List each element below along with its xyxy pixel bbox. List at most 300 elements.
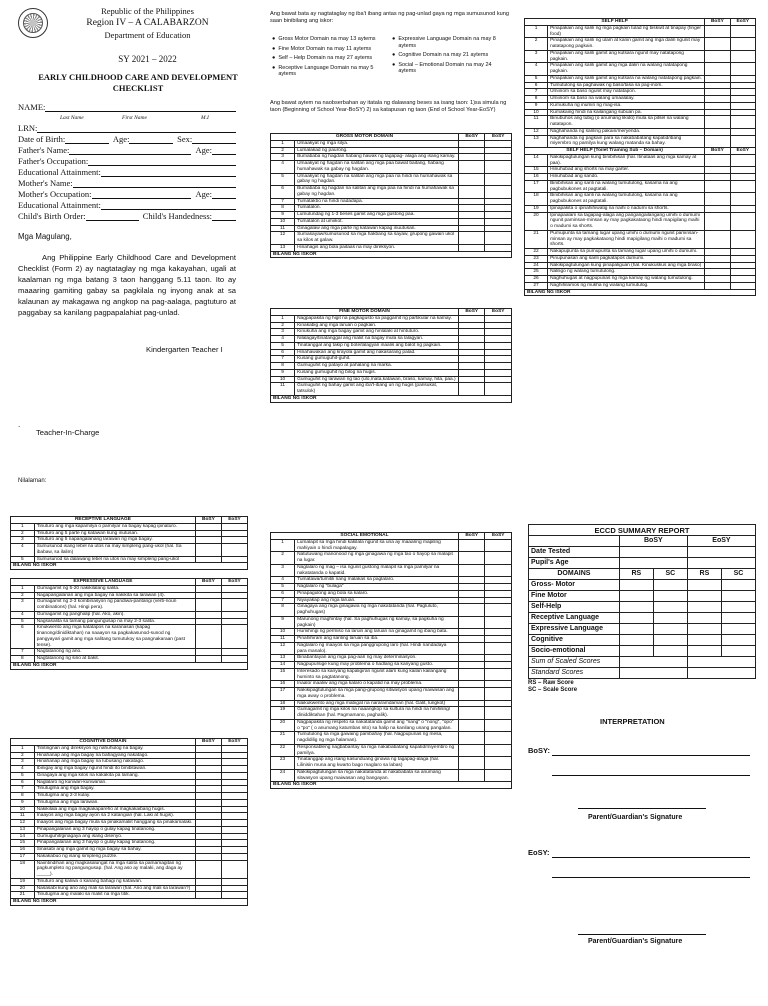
bosy-checkbox[interactable]: [195, 878, 221, 885]
rs-cell[interactable]: [619, 613, 653, 624]
bosy-checkbox[interactable]: [195, 820, 221, 827]
bosy-checkbox[interactable]: [705, 212, 730, 230]
father-occupation-field[interactable]: Father's Occupation:: [18, 156, 236, 166]
eosy-checkbox[interactable]: [485, 218, 512, 225]
bosy-checkbox[interactable]: [458, 349, 485, 356]
eosy-checkbox[interactable]: [485, 198, 512, 205]
eosy-checkbox[interactable]: [221, 585, 247, 592]
standard-bosy[interactable]: [619, 668, 687, 679]
eosy-checkbox[interactable]: [730, 128, 755, 135]
bosy-checkbox[interactable]: [195, 806, 221, 813]
bosy-checkbox[interactable]: [195, 585, 221, 592]
bosy-checkbox[interactable]: [458, 315, 485, 322]
rs-cell[interactable]: [687, 624, 721, 635]
eosy-checkbox[interactable]: [730, 212, 755, 230]
self-help-sub-eosy-head: EoSY: [730, 148, 755, 155]
bosy-checkbox[interactable]: [458, 636, 485, 643]
item-number: 19: [525, 205, 548, 212]
eosy-checkbox[interactable]: [485, 757, 512, 770]
eosy-checkbox[interactable]: [485, 173, 512, 186]
bosy-checkbox[interactable]: [195, 793, 221, 800]
bosy-checkbox[interactable]: [195, 779, 221, 786]
bosy-checkbox[interactable]: [458, 198, 485, 205]
bosy-checkbox[interactable]: [195, 826, 221, 833]
sc-cell[interactable]: [721, 613, 755, 624]
bosy-checkbox[interactable]: [705, 75, 730, 82]
bosy-checkbox[interactable]: [458, 769, 485, 782]
bosy-signature-line[interactable]: [578, 808, 706, 809]
eosy-checkbox[interactable]: [485, 329, 512, 336]
father-name-field[interactable]: Father's Name: Age:: [18, 145, 236, 155]
eosy-checkbox[interactable]: [221, 826, 247, 833]
eosy-checkbox[interactable]: [730, 193, 755, 206]
bosy-checkbox[interactable]: [458, 707, 485, 720]
bosy-checkbox[interactable]: [458, 744, 485, 757]
eosy-checkbox[interactable]: [730, 282, 755, 289]
rs-cell[interactable]: [687, 635, 721, 646]
bosy-checkbox[interactable]: [458, 681, 485, 688]
cognitive-title: COGNITIVE DOMAIN: [11, 739, 196, 746]
bosy-checkbox[interactable]: [195, 544, 221, 557]
bosy-checkbox[interactable]: [705, 230, 730, 248]
bosy-checkbox[interactable]: [195, 860, 221, 878]
bosy-checkbox[interactable]: [705, 135, 730, 148]
eosy-checkbox[interactable]: [221, 523, 247, 530]
item-text: Hinahawakan ang krayola gamit ang nakasarang palad.: [295, 349, 459, 356]
eosy-checkbox[interactable]: [221, 649, 247, 656]
bosy-checkbox[interactable]: [195, 813, 221, 820]
dob-field[interactable]: Date of Birth: Age: Sex:: [18, 134, 236, 144]
bosy-checkbox[interactable]: [458, 244, 485, 251]
bosy-checkbox[interactable]: [458, 604, 485, 617]
eosy-checkbox[interactable]: [221, 772, 247, 779]
sc-cell[interactable]: [653, 580, 687, 591]
bosy-checkbox[interactable]: [705, 109, 730, 116]
eosy-checkbox[interactable]: [485, 205, 512, 212]
bosy-checkbox[interactable]: [705, 255, 730, 262]
item-text: Pinapangalanan ang 3 hayop o gulay kapag tinatanong.: [34, 826, 195, 833]
item-number: 13: [271, 655, 295, 662]
eosy-checkbox[interactable]: [485, 636, 512, 643]
eosy-checkbox[interactable]: [221, 840, 247, 847]
bosy-checkbox[interactable]: [458, 700, 485, 707]
eosy-checkbox[interactable]: [221, 820, 247, 827]
eosy-checkbox[interactable]: [485, 564, 512, 577]
bosy-checkbox[interactable]: [705, 269, 730, 276]
table-row: [271, 590, 512, 597]
item-text: Pinupunasan ang sarili pagkatapos dumumi.: [548, 255, 705, 262]
eosy-checkbox[interactable]: [221, 853, 247, 860]
item-number: 8: [525, 96, 548, 103]
bosy-checkbox[interactable]: [458, 732, 485, 745]
eosy-checkbox[interactable]: [485, 376, 512, 383]
summary-report: [528, 524, 756, 694]
eosy-checkbox[interactable]: [485, 539, 512, 552]
eosy-checkbox[interactable]: [730, 262, 755, 269]
eosy-checkbox[interactable]: [485, 700, 512, 707]
bosy-checkbox[interactable]: [195, 799, 221, 806]
bosy-checkbox[interactable]: [705, 282, 730, 289]
eosy-checkbox[interactable]: [485, 186, 512, 199]
bosy-checkbox[interactable]: [458, 564, 485, 577]
bosy-checkbox[interactable]: [195, 523, 221, 530]
rs-cell[interactable]: [687, 580, 721, 591]
rs-cell[interactable]: [687, 591, 721, 602]
rs-cell[interactable]: [619, 591, 653, 602]
bosy-checkbox[interactable]: [195, 530, 221, 537]
standard-eosy[interactable]: [687, 668, 755, 679]
eosy-checkbox[interactable]: [221, 833, 247, 840]
bosy-checkbox[interactable]: [195, 833, 221, 840]
eosy-checkbox[interactable]: [485, 232, 512, 245]
eosy-checkbox[interactable]: [221, 544, 247, 557]
bosy-checkbox[interactable]: [195, 611, 221, 618]
eosy-checkbox[interactable]: [485, 744, 512, 757]
rs-cell[interactable]: [619, 624, 653, 635]
bosy-checkbox[interactable]: [705, 102, 730, 109]
name-field[interactable]: NAME:: [18, 102, 236, 112]
bosy-checkbox[interactable]: [705, 276, 730, 283]
item-number: 15: [11, 840, 35, 847]
eosy-checkbox[interactable]: [485, 363, 512, 370]
eosy-checkbox[interactable]: [485, 590, 512, 597]
bosy-checkbox[interactable]: [195, 649, 221, 656]
eosy-checkbox[interactable]: [221, 530, 247, 537]
bosy-checkbox[interactable]: [705, 63, 730, 76]
bosy-checkbox[interactable]: [195, 592, 221, 599]
eosy-checkbox[interactable]: [485, 140, 512, 147]
bosy-checkbox[interactable]: [195, 786, 221, 793]
eosy-checkbox[interactable]: [221, 759, 247, 766]
bosy-checkbox[interactable]: [458, 383, 485, 396]
sc-cell[interactable]: [721, 602, 755, 613]
eosy-checkbox[interactable]: [485, 154, 512, 161]
sc-cell[interactable]: [653, 635, 687, 646]
sc-cell[interactable]: [653, 613, 687, 624]
bosy-checkbox[interactable]: [458, 597, 485, 604]
eosy-checkbox[interactable]: [485, 315, 512, 322]
bosy-checkbox[interactable]: [705, 82, 730, 89]
bosy-checkbox[interactable]: [195, 766, 221, 773]
bosy-checkbox[interactable]: [705, 180, 730, 193]
item-number: 4: [271, 577, 295, 584]
bosy-checkbox[interactable]: [195, 853, 221, 860]
eosy-checkbox[interactable]: [485, 597, 512, 604]
table-row: [11, 556, 248, 563]
eosy-checkbox[interactable]: [485, 668, 512, 681]
eosy-checkbox[interactable]: [485, 719, 512, 732]
eosy-checkbox[interactable]: [221, 779, 247, 786]
eosy-checkbox[interactable]: [221, 611, 247, 618]
bosy-checkbox[interactable]: [458, 376, 485, 383]
item-text: Gumagamit ng mga kilos na naaangkop sa kultura na hindi na hinihiling/ diniddiktahan (hal. Pagmamano, paghalik).: [295, 707, 459, 720]
item-text: Sinasabi ang mga gamit ng mga bagay sa bahay.: [34, 847, 195, 854]
bosy-checkbox[interactable]: [458, 539, 485, 552]
bosy-checkbox[interactable]: [458, 363, 485, 370]
eosy-checkbox[interactable]: [221, 813, 247, 820]
eosy-checkbox[interactable]: [485, 552, 512, 565]
eosy-checkbox[interactable]: [730, 230, 755, 248]
bosy-checkbox[interactable]: [195, 656, 221, 663]
bosy-checkbox[interactable]: [195, 618, 221, 625]
eosy-checkbox[interactable]: [730, 82, 755, 89]
sc-cell[interactable]: [721, 624, 755, 635]
bosy-checkbox[interactable]: [195, 556, 221, 563]
eosy-checkbox[interactable]: [730, 50, 755, 63]
eosy-checkbox[interactable]: [221, 592, 247, 599]
eosy-checkbox[interactable]: [221, 556, 247, 563]
eosy-checkbox[interactable]: [221, 878, 247, 885]
item-number: 2: [271, 147, 295, 154]
bosy-checkbox[interactable]: [458, 342, 485, 349]
bosy-checkbox[interactable]: [458, 186, 485, 199]
bosy-checkbox[interactable]: [705, 96, 730, 103]
rs-cell[interactable]: [619, 646, 653, 657]
eosy-checkbox[interactable]: [730, 89, 755, 96]
bosy-checkbox[interactable]: [458, 642, 485, 655]
bosy-checkbox[interactable]: [195, 752, 221, 759]
sc-cell[interactable]: [653, 602, 687, 613]
eosy-checkbox[interactable]: [221, 892, 247, 899]
eosy-checkbox[interactable]: [730, 154, 755, 167]
eosy-checkbox[interactable]: [730, 38, 755, 51]
eosy-checkbox[interactable]: [221, 786, 247, 793]
bosy-checkbox[interactable]: [458, 356, 485, 363]
eosy-checkbox[interactable]: [221, 656, 247, 663]
bosy-checkbox[interactable]: [458, 552, 485, 565]
bosy-checkbox[interactable]: [458, 616, 485, 629]
bosy-checkbox[interactable]: [195, 599, 221, 612]
eosy-line-1[interactable]: [552, 857, 750, 858]
sc-cell[interactable]: [653, 591, 687, 602]
sc-cell[interactable]: [653, 646, 687, 657]
eosy-checkbox[interactable]: [485, 577, 512, 584]
eosy-checkbox[interactable]: [221, 625, 247, 649]
bosy-checkbox[interactable]: [458, 662, 485, 669]
eosy-checkbox[interactable]: [485, 161, 512, 174]
bosy-checkbox[interactable]: [458, 161, 485, 174]
bosy-checkbox[interactable]: [195, 885, 221, 892]
eosy-checkbox[interactable]: [485, 604, 512, 617]
eosy-checkbox[interactable]: [730, 75, 755, 82]
eosy-checkbox[interactable]: [485, 681, 512, 688]
sum-scaled-bosy[interactable]: [619, 657, 687, 668]
eosy-checkbox[interactable]: [221, 618, 247, 625]
bosy-checkbox[interactable]: [705, 116, 730, 129]
bosy-checkbox[interactable]: [195, 537, 221, 544]
eosy-checkbox[interactable]: [221, 847, 247, 854]
eosy-checkbox[interactable]: [730, 167, 755, 174]
bosy-checkbox[interactable]: [458, 655, 485, 662]
bosy-line-1[interactable]: [552, 755, 750, 756]
bosy-checkbox[interactable]: [458, 232, 485, 245]
bosy-checkbox[interactable]: [705, 128, 730, 135]
item-text: Nakikipagtulungan kung pinapaliguan (hal. Kinukuskus ang mga braso): [548, 262, 705, 269]
bosy-checkbox[interactable]: [705, 38, 730, 51]
eosy-checkbox[interactable]: [221, 752, 247, 759]
eosy-checkbox[interactable]: [730, 174, 755, 181]
self-help-sub-bosy-head: BoSY: [705, 148, 730, 155]
eosy-checkbox[interactable]: [221, 860, 247, 878]
eosy-checkbox[interactable]: [730, 135, 755, 148]
sc-cell[interactable]: [721, 580, 755, 591]
bosy-checkbox[interactable]: [705, 89, 730, 96]
item-text: Binibihisan ang sarili na walang tumutulong, kasama na ang pagbubukones at pagtatali.: [548, 180, 705, 193]
eosy-checkbox[interactable]: [485, 147, 512, 154]
eosy-checkbox[interactable]: [485, 584, 512, 591]
item-text: Hinuhubad ang shorts na may garter.: [548, 167, 705, 174]
bosy-checkbox[interactable]: [195, 759, 221, 766]
eosy-checkbox[interactable]: [485, 769, 512, 782]
rs-cell[interactable]: [619, 580, 653, 591]
eosy-checkbox[interactable]: [485, 707, 512, 720]
lrn-field[interactable]: LRN:: [18, 123, 236, 133]
sc-cell[interactable]: [721, 591, 755, 602]
bosy-checkbox[interactable]: [458, 336, 485, 343]
bosy-line-2[interactable]: [552, 775, 750, 776]
bosy-checkbox[interactable]: [458, 205, 485, 212]
bosy-checkbox[interactable]: [458, 212, 485, 219]
eosy-checkbox[interactable]: [730, 249, 755, 256]
sc-cell[interactable]: [721, 635, 755, 646]
eosy-signature-line[interactable]: [578, 934, 706, 935]
eosy-checkbox[interactable]: [485, 356, 512, 363]
eosy-checkbox[interactable]: [485, 349, 512, 356]
eosy-checkbox[interactable]: [221, 793, 247, 800]
mother-occupation-field[interactable]: Mother's Occupation: Age:: [18, 189, 236, 199]
bosy-checkbox[interactable]: [458, 668, 485, 681]
bosy-checkbox[interactable]: [705, 262, 730, 269]
item-number: 19: [271, 707, 295, 720]
eosy-checkbox[interactable]: [485, 225, 512, 232]
bosy-checkbox[interactable]: [458, 322, 485, 329]
bosy-checkbox[interactable]: [705, 50, 730, 63]
bosy-checkbox[interactable]: [458, 757, 485, 770]
bosy-checkbox[interactable]: [458, 369, 485, 376]
eosy-checkbox[interactable]: [730, 25, 755, 38]
bosy-checkbox[interactable]: [705, 25, 730, 38]
eosy-checkbox[interactable]: [485, 629, 512, 636]
eosy-checkbox[interactable]: [730, 109, 755, 116]
eosy-checkbox[interactable]: [485, 642, 512, 655]
item-text: Naglalaro ng "bulaga": [295, 584, 459, 591]
bosy-checkbox[interactable]: [458, 173, 485, 186]
bosy-checkbox[interactable]: [705, 174, 730, 181]
summary-domain-label: Cognitive: [529, 635, 620, 646]
bosy-checkbox[interactable]: [195, 625, 221, 649]
mother-name-field[interactable]: Mother's Name:: [18, 178, 236, 188]
bosy-checkbox[interactable]: [458, 225, 485, 232]
eosy-checkbox[interactable]: [221, 537, 247, 544]
date-tested-eosy[interactable]: [687, 547, 755, 558]
rs-cell[interactable]: [687, 646, 721, 657]
rs-cell[interactable]: [687, 602, 721, 613]
mother-education-field[interactable]: Educational Attainment:: [18, 200, 236, 210]
bosy-checkbox[interactable]: [458, 329, 485, 336]
eosy-checkbox[interactable]: [221, 766, 247, 773]
eosy-checkbox[interactable]: [221, 799, 247, 806]
bosy-checkbox[interactable]: [458, 584, 485, 591]
table-row: [11, 820, 248, 827]
bosy-checkbox[interactable]: [458, 629, 485, 636]
bosy-checkbox[interactable]: [458, 719, 485, 732]
eosy-checkbox[interactable]: [221, 599, 247, 612]
eosy-checkbox[interactable]: [730, 276, 755, 283]
eosy-checkbox[interactable]: [730, 205, 755, 212]
rs-cell[interactable]: [619, 602, 653, 613]
eosy-checkbox[interactable]: [485, 336, 512, 343]
rs-cell[interactable]: [687, 613, 721, 624]
eosy-checkbox[interactable]: [485, 616, 512, 629]
table-row: [11, 656, 248, 663]
eosy-checkbox[interactable]: [730, 96, 755, 103]
item-text: Nakikilala ang mga magkakapareho at magkakaibang hugis.: [34, 806, 195, 813]
sc-cell[interactable]: [653, 624, 687, 635]
bosy-checkbox[interactable]: [195, 772, 221, 779]
eosy-checkbox[interactable]: [485, 662, 512, 669]
eosy-checkbox[interactable]: [485, 342, 512, 349]
cognitive-bosy-head: BoSY: [195, 739, 221, 746]
bosy-checkbox[interactable]: [705, 167, 730, 174]
pupils-age-eosy[interactable]: [687, 558, 755, 569]
eosy-checkbox[interactable]: [485, 732, 512, 745]
eosy-checkbox[interactable]: [221, 806, 247, 813]
eosy-checkbox[interactable]: [221, 885, 247, 892]
bosy-checkbox[interactable]: [195, 892, 221, 899]
eosy-checkbox[interactable]: [485, 212, 512, 219]
eosy-checkbox[interactable]: [730, 116, 755, 129]
eosy-checkbox[interactable]: [485, 322, 512, 329]
bosy-checkbox[interactable]: [705, 154, 730, 167]
bosy-checkbox[interactable]: [458, 688, 485, 701]
eosy-checkbox[interactable]: [485, 688, 512, 701]
eosy-checkbox[interactable]: [485, 655, 512, 662]
bosy-checkbox[interactable]: [458, 140, 485, 147]
eosy-checkbox[interactable]: [485, 369, 512, 376]
sc-cell[interactable]: [721, 646, 755, 657]
item-text: Tumutulong sa mga gawaing pambahay (hal. Nagpupunas ng mesa, nagdidilig ng mga halaman).: [295, 732, 459, 745]
pupils-age-bosy[interactable]: [619, 558, 687, 569]
bosy-checkbox[interactable]: [458, 154, 485, 161]
item-number: 9: [525, 102, 548, 109]
rs-cell[interactable]: [619, 635, 653, 646]
bosy-checkbox[interactable]: [458, 147, 485, 154]
eosy-checkbox[interactable]: [730, 102, 755, 109]
eosy-checkbox[interactable]: [485, 244, 512, 251]
bosy-checkbox[interactable]: [705, 205, 730, 212]
bosy-checkbox[interactable]: [195, 840, 221, 847]
bosy-checkbox[interactable]: [458, 577, 485, 584]
sum-scaled-eosy[interactable]: [687, 657, 755, 668]
father-education-field[interactable]: Educational Attainment:: [18, 167, 236, 177]
bosy-checkbox[interactable]: [195, 745, 221, 752]
item-text: Umaakyat ng hagdan na salitan ang mga paa na hindi na humahawak sa gabay ng hagdan.: [295, 173, 459, 186]
eosy-checkbox[interactable]: [730, 255, 755, 262]
date-tested-bosy[interactable]: [619, 547, 687, 558]
eosy-checkbox[interactable]: [730, 180, 755, 193]
eosy-line-2[interactable]: [552, 877, 750, 878]
eosy-checkbox[interactable]: [221, 745, 247, 752]
birth-order-field[interactable]: Child's Birth Order: Child's Handedness:: [18, 211, 236, 221]
bosy-checkbox[interactable]: [458, 218, 485, 225]
bosy-checkbox[interactable]: [705, 193, 730, 206]
bosy-checkbox[interactable]: [705, 249, 730, 256]
bosy-checkbox[interactable]: [195, 847, 221, 854]
eosy-checkbox[interactable]: [730, 269, 755, 276]
bosy-checkbox[interactable]: [458, 590, 485, 597]
eosy-checkbox[interactable]: [485, 383, 512, 396]
eosy-checkbox[interactable]: [730, 63, 755, 76]
